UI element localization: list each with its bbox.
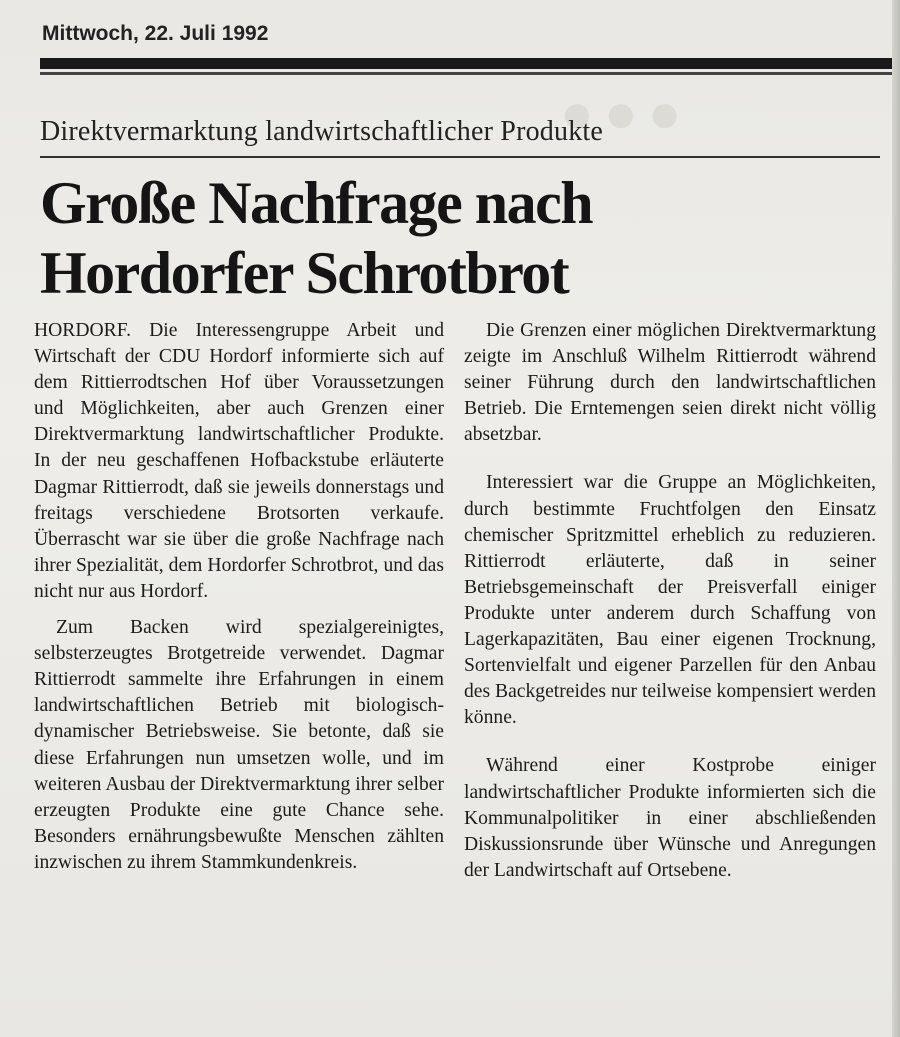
headline-line-2: Hordorfer Schrotbrot (40, 240, 569, 306)
header-rule-thin (40, 72, 900, 75)
paragraph: Die Grenzen einer möglichen Direktvermarktung zeigte im Anschluß Wilhelm Rittierrodt während seiner Führung durch den landwirtschaftlichen Betrieb. Die Erntemengen seien direkt nicht völlig absetzbar. (464, 320, 876, 446)
article-headline (40, 168, 880, 308)
header-rule-thick (40, 58, 900, 69)
article-column-right (464, 318, 876, 884)
page-edge-shadow (892, 0, 900, 1037)
paragraph: Interessiert war die Gruppe an Möglichkeiten, durch bestimmte Fruchtfolgen den Einsatz chemischer Spritzmittel erheblich zu reduzieren. Rittierrodt erläuterte, daß in seiner Betriebsgemeinschaft der Preisverfall einiger Produkte unter anderem durch Schaffung von Lagerkapazitäten, Bau einer eigenen Trocknung, Sortenvielfalt und eigener Parzellen für den Anbau des Backgetreides nur teilweise kompensiert werden könne. (464, 472, 876, 729)
headline-line-1: Große Nachfrage nach (40, 170, 593, 236)
date-line: Mittwoch, 22. Juli 1992 (42, 22, 269, 45)
article-kicker: Direktvermarktung landwirtschaftlicher Produkte (40, 116, 604, 147)
paragraph: HORDORF. Die Interessengruppe Arbeit und Wirtschaft der CDU Hordorf informierte sich auf dem Rittierrodtschen Hof über Voraussetzungen und Möglichkeiten, aber auch Grenzen einer Direktvermarktung landwirtschaftlicher Produkte. In der neu geschaffenen Hofbackstube erläuterte Dagmar Rittierrodt, daß sie jeweils donnerstags und freitags verschiedene Brotsorten verkaufe. Überrascht war sie über die große Nachfrage nach ihrer Spezialität, dem Hordorfer Schrotbrot, und das nicht nur aus Hordorf. (34, 320, 444, 602)
article-column-left (34, 318, 444, 876)
bleed-through-decoration: ●●● (560, 81, 692, 144)
paragraph: Während einer Kostprobe einiger landwirtschaftlicher Produkte informierten sich die Kommunalpolitiker in einer abschließenden Diskussionsrunde über Wünsche und Anregungen der Landwirtschaft auf Ortsebene. (464, 755, 876, 881)
paragraph: Zum Backen wird spezialgereinigtes, selbsterzeugtes Brotgetreide verwendet. Dagmar Rittierrodt sammelte ihre Erfahrungen in einem landwirtschaftlichen Betrieb mit biologisch-dynamischer Betriebsweise. Sie betonte, daß sie diese Erfahrungen nun umsetzen wolle, und im weiteren Ausbau der Direktvermarktung ihrer selber erzeugten Produkte eine gute Chance sehe. Besonders ernährungsbewußte Menschen zählten inzwischen zu ihrem Stammkundenkreis. (34, 617, 444, 873)
kicker-underline (40, 156, 880, 158)
